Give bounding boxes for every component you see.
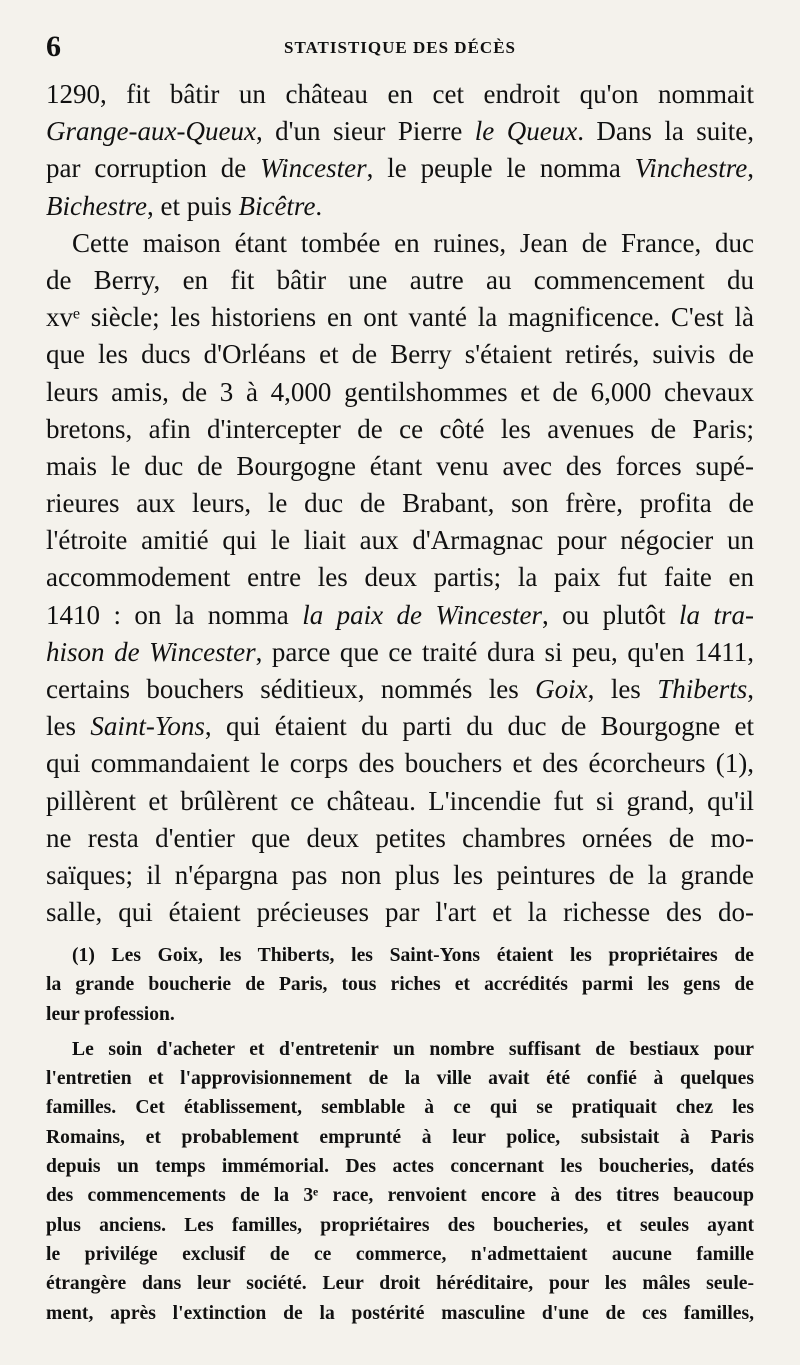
text-line: mais le duc de Bourgogne étant venu avec des forces supé- [46,450,754,481]
text-line: que les ducs d'Orléans et de Berry s'étaient retirés, suivis de [46,339,754,370]
footnote-line: (1) Les Goix, les Thiberts, les Saint-Yons étaient les propriétaires de [72,945,754,966]
running-title: STATISTIQUE DES DÉCÈS [283,38,516,57]
footnote-line: le privilége exclusif de ce commerce, n'admettaient aucune famille [46,1243,754,1265]
page-header [46,30,754,70]
text-line: par corruption de Wincester, le peuple le nomma Vinchestre, [46,153,754,184]
footnote-line: des commencements de la 3ᵉ race, renvoient encore à des titres beaucoup [46,1185,754,1207]
page-number: 6 [46,30,61,63]
text-line: xvᵉ siècle; les historiens en ont vanté la magnificence. C'est là [46,302,754,333]
text-line: pillèrent et brûlèrent ce château. L'incendie fut si grand, qu'il [46,785,754,816]
text-line: ne resta d'entier que deux petites chambres ornées de mo- [46,822,754,853]
text-line: 1290, fit bâtir un château en cet endroit qu'on nommait [46,79,754,109]
footnote-line: depuis un temps immémorial. Des actes concernant les boucheries, datés [46,1156,754,1178]
footnote-line: Romains, et probablement emprunté à leur police, subsistait à Paris [46,1126,754,1148]
text-line: 1410 : on la nomma la paix de Wincester, ou plutôt la tra- [46,599,754,630]
text-line: de Berry, en fit bâtir une autre au commencement du [46,264,754,295]
main-text [46,76,754,931]
text-line: certains bouchers séditieux, nommés les Goix, les Thiberts, [46,674,754,704]
footnote-line: Le soin d'acheter et d'entretenir un nombre suffisant de bestiaux pour [72,1038,754,1060]
footnote-line: leur profession. [46,1003,175,1025]
text-line: accommodement entre les deux partis; la paix fut faite en [46,562,754,593]
text-line: l'étroite amitié qui le liait aux d'Armagnac pour négocier un [46,525,754,556]
text-line: Bichestre, et puis Bicêtre. [46,190,323,221]
text-line: bretons, afin d'intercepter de ce côté les avenues de Paris; [46,413,754,444]
footnote-line: la grande boucherie de Paris, tous riches et accrédités parmi les gens de [46,974,754,996]
footnote-line: l'entretien et l'approvisionnement de la ville avait été confié à quelques [46,1068,754,1090]
text-line: les Saint-Yons, qui étaient du parti du duc de Bourgogne et [46,711,754,742]
footnote [46,941,754,1328]
text-line: rieures aux leurs, le duc de Brabant, son frère, profita de [46,488,754,519]
footnote-line: étrangère dans leur société. Leur droit héréditaire, pour les mâles seule- [46,1273,754,1295]
footnote-line: familles. Cet établissement, semblable à ce qui se pratiquait chez les [46,1097,754,1119]
text-line: hison de Wincester, parce que ce traité dura si peu, qu'en 1411, [46,636,754,667]
paragraph-start-line: Cette maison étant tombée en ruines, Jean de France, duc [72,227,754,258]
text-line: saïques; il n'épargna pas non plus les peintures de la grande [46,859,754,890]
text-line: leurs amis, de 3 à 4,000 gentilshommes et de 6,000 chevaux [46,376,754,407]
footnote-line: plus anciens. Les familles, propriétaires des boucheries, et seules ayant [46,1214,754,1236]
text-line: salle, qui étaient précieuses par l'art et la richesse des do- [46,897,754,928]
footnote-line: ment, après l'extinction de la postérité masculine d'une de ces familles, [46,1302,754,1324]
text-line: Grange-aux-Queux, d'un sieur Pierre le Queux. Dans la suite, [46,116,754,147]
text-line: qui commandaient le corps des bouchers et des écorcheurs (1), [46,748,754,779]
